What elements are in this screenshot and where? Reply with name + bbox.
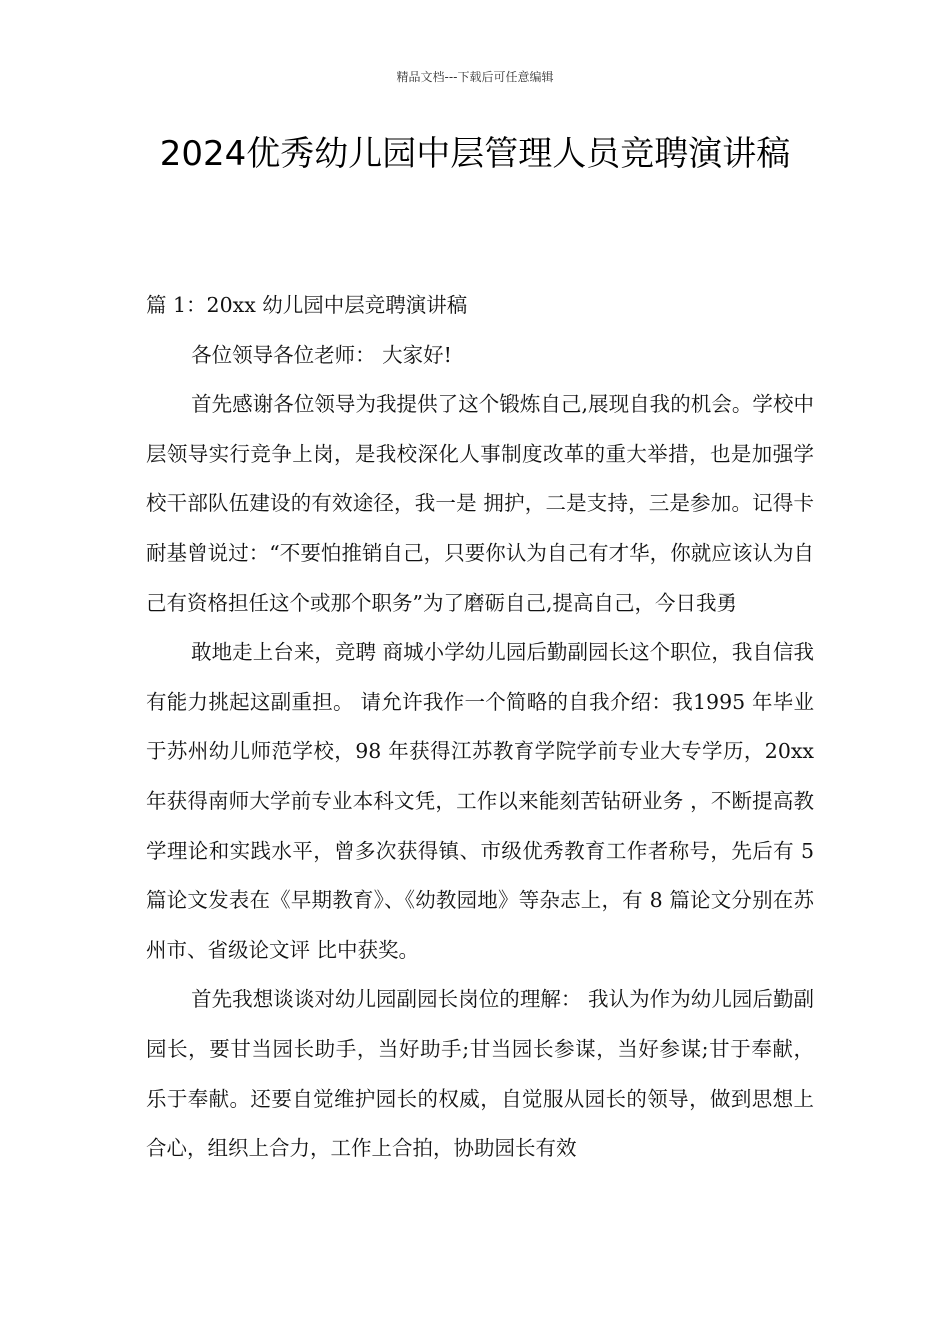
section-heading: 篇 1：20xx 幼儿园中层竞聘演讲稿	[146, 293, 468, 317]
greeting: 各位领导各位老师： 大家好!	[191, 342, 452, 367]
paragraph-2: 敢地走上台来，竞聘 商城小学幼儿园后勤副园长这个职位，我自信我有能力挑起这副重担。 请允许我作一个简略的自我介绍：我1995 年毕业于苏州幼儿师范学校，98 年获得江苏教育学院学前专业大专学历，20xx 年获得南师大学前专业本科文凭，工作以来能刻苦钻研业务 ，不断提高教学理论和实践水平，曾多次获得镇、市级优秀教育工作者称号，先后有 5 篇论文发表在《早期教育》、《幼教园地》等杂志上，有 8 篇论文分别在苏州市、省级论文评 比中获奖。	[146, 640, 814, 962]
header-note: 精品文档---下载后可任意编辑	[396, 70, 554, 84]
paragraph-3: 首先我想谈谈对幼儿园副园长岗位的理解： 我认为作为幼儿园后勤副园长，要甘当园长助手，当好助手;甘当园长参谋，当好参谋;甘于奉献，乐于奉献。还要自觉维护园长的权威，自觉服从园长的领导，做到思想上合心，组织上合力，工作上合拍，协助园长有效	[146, 987, 814, 1161]
document-body	[146, 281, 814, 1174]
document-title: 2024优秀幼儿园中层管理人员竞聘演讲稿	[159, 134, 791, 174]
paragraph-1: 首先感谢各位领导为我提供了这个锻炼自己,展现自我的机会。学校中层领导实行竞争上岗，是我校深化人事制度改革的重大举措，也是加强学校干部队伍建设的有效途径，我一是 拥护，二是支持，三是参加。记得卡耐基曾说过：“不要怕推销自己，只要你认为自己有才华，你就应该认为自己有资格担任这个或那个职务”为了磨砺自己,提高自己，今日我勇	[146, 392, 814, 615]
